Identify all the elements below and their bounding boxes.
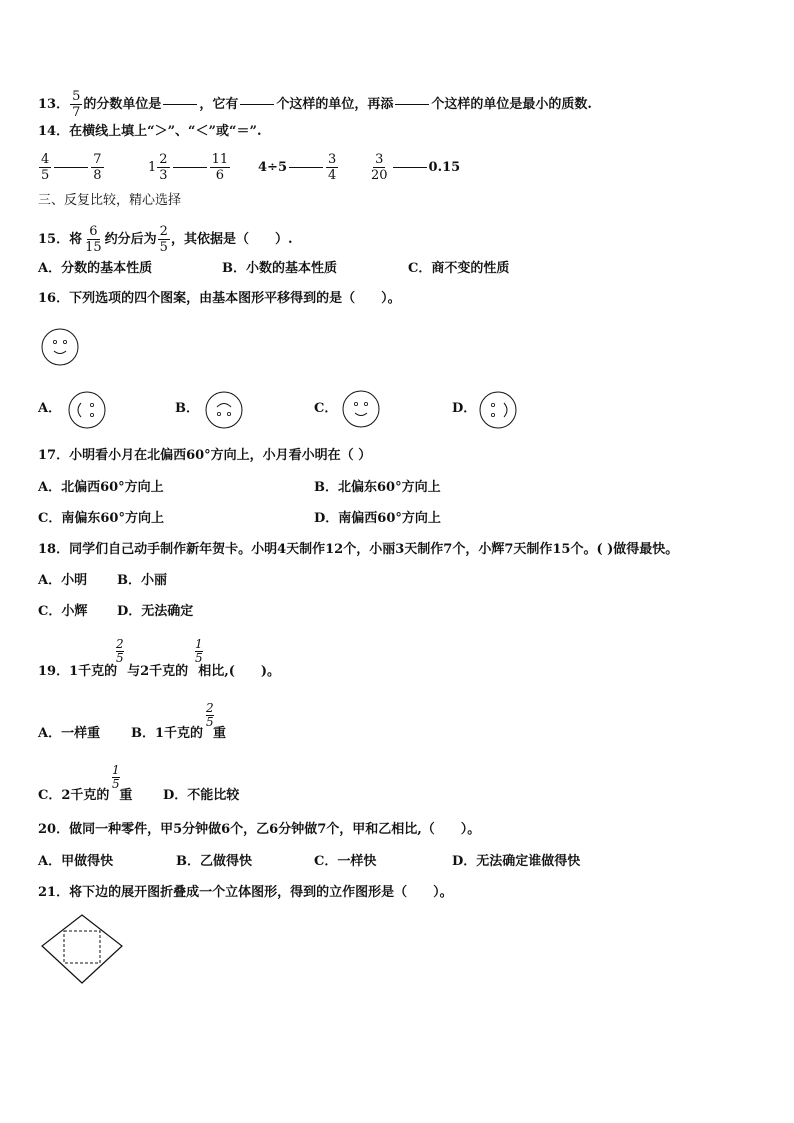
q17-option-b[interactable]: B．北偏东60°方向上 bbox=[314, 480, 441, 495]
q16-option-d-label[interactable]: D． bbox=[452, 401, 477, 416]
q16-option-d-figure[interactable] bbox=[478, 391, 518, 429]
pyramid-net-figure bbox=[40, 913, 124, 985]
q18-option-b[interactable]: B．小丽 bbox=[117, 573, 167, 588]
q13-blank-1[interactable] bbox=[163, 104, 197, 105]
question-16: 16．下列选项的四个图案，由基本图形平移得到的是（ ）。 bbox=[38, 291, 401, 306]
q14-compare-4: $\frac{3}{20}$ 0.15 bbox=[371, 152, 461, 183]
q17-option-a[interactable]: A．北偏西60°方向上 bbox=[38, 480, 164, 495]
q20-option-c[interactable]: C．一样快 bbox=[314, 854, 377, 869]
question-15: 15．将 $\frac{6}{15}$ 约分后为 $\frac{2}{5}$ ，其依据是（ ）. bbox=[38, 224, 293, 255]
q13-number: 13． bbox=[38, 97, 70, 112]
q19-option-c-fraction: 1 5 bbox=[112, 763, 120, 791]
q14-compare-2: 1 $\frac{2}{3}$ $\frac{11}{6}$ bbox=[148, 152, 229, 183]
q13-blank-3[interactable] bbox=[395, 104, 429, 105]
q19-option-b[interactable]: B．1千克的 重 bbox=[131, 726, 227, 741]
q13-blank-2[interactable] bbox=[240, 104, 274, 105]
q14-blank-2[interactable] bbox=[173, 167, 207, 168]
q19-option-c[interactable]: C．2千克的 重 bbox=[38, 788, 133, 803]
q16-option-a-label[interactable]: A． bbox=[38, 401, 62, 416]
q14-compare-3: 4÷5 $\frac{3}{4}$ bbox=[258, 152, 337, 183]
q19-option-b-fraction: 2 5 bbox=[206, 701, 214, 729]
q16-option-b-label[interactable]: B． bbox=[175, 401, 199, 416]
q19-fraction-2: 1 5 bbox=[195, 637, 203, 665]
q15-option-b[interactable]: B．小数的基本性质 bbox=[222, 261, 337, 276]
question-13: 13． $\frac{5}{7}$ 的分数单位是 ，它有 个这样的单位，再添 个这样的单位是最小的质数. bbox=[38, 89, 592, 120]
question-20: 20．做同一种零件，甲5分钟做6个，乙6分钟做7个，甲和乙相比,（ ）。 bbox=[38, 822, 481, 837]
q16-option-c-figure[interactable] bbox=[341, 389, 381, 429]
q18-option-d[interactable]: D．无法确定 bbox=[117, 604, 194, 619]
section-3-heading: 三、反复比较，精心选择 bbox=[38, 193, 182, 208]
q15-option-a[interactable]: A．分数的基本性质 bbox=[38, 261, 153, 276]
q19-option-a[interactable]: A．一样重 bbox=[38, 726, 101, 741]
q16-option-a-figure[interactable] bbox=[67, 391, 107, 429]
q13-fraction: $\frac{5}{7}$ bbox=[72, 89, 81, 120]
question-17: 17．小明看小月在北偏西60°方向上，小月看小明在（ ） bbox=[38, 448, 372, 463]
question-18: 18．同学们自己动手制作新年贺卡。小明4天制作12个，小丽3天制作7个，小辉7天制作15个。( )做得最快。 bbox=[38, 542, 679, 557]
question-19: 19．1千克的 与2千克的 相比,( )。 bbox=[38, 664, 281, 679]
q19-option-d[interactable]: D．不能比较 bbox=[163, 788, 240, 803]
q14-blank-3[interactable] bbox=[289, 167, 323, 168]
q19-fraction-1: 2 5 bbox=[116, 637, 124, 665]
q17-option-d[interactable]: D．南偏西60°方向上 bbox=[314, 511, 441, 526]
q17-option-c[interactable]: C．南偏东60°方向上 bbox=[38, 511, 164, 526]
base-smiley-figure bbox=[40, 327, 80, 367]
q16-option-c-label[interactable]: C． bbox=[314, 401, 338, 416]
question-14: 14．在横线上填上“＞”、“＜”或“＝”. bbox=[38, 124, 262, 139]
q15-option-c[interactable]: C．商不变的性质 bbox=[408, 261, 510, 276]
q16-option-b-figure[interactable] bbox=[204, 391, 244, 429]
q20-option-a[interactable]: A．甲做得快 bbox=[38, 854, 114, 869]
q18-option-c[interactable]: C．小辉 bbox=[38, 604, 88, 619]
q14-blank-4[interactable] bbox=[393, 167, 427, 168]
q18-option-a[interactable]: A．小明 bbox=[38, 573, 88, 588]
question-21: 21．将下边的展开图折叠成一个立体图形，得到的立作图形是（ ）。 bbox=[38, 885, 453, 900]
q20-option-b[interactable]: B．乙做得快 bbox=[176, 854, 252, 869]
q14-blank-1[interactable] bbox=[54, 167, 88, 168]
q20-option-d[interactable]: D．无法确定谁做得快 bbox=[452, 854, 581, 869]
q14-compare-1: $\frac{4}{5}$ $\frac{7}{8}$ bbox=[41, 152, 102, 183]
